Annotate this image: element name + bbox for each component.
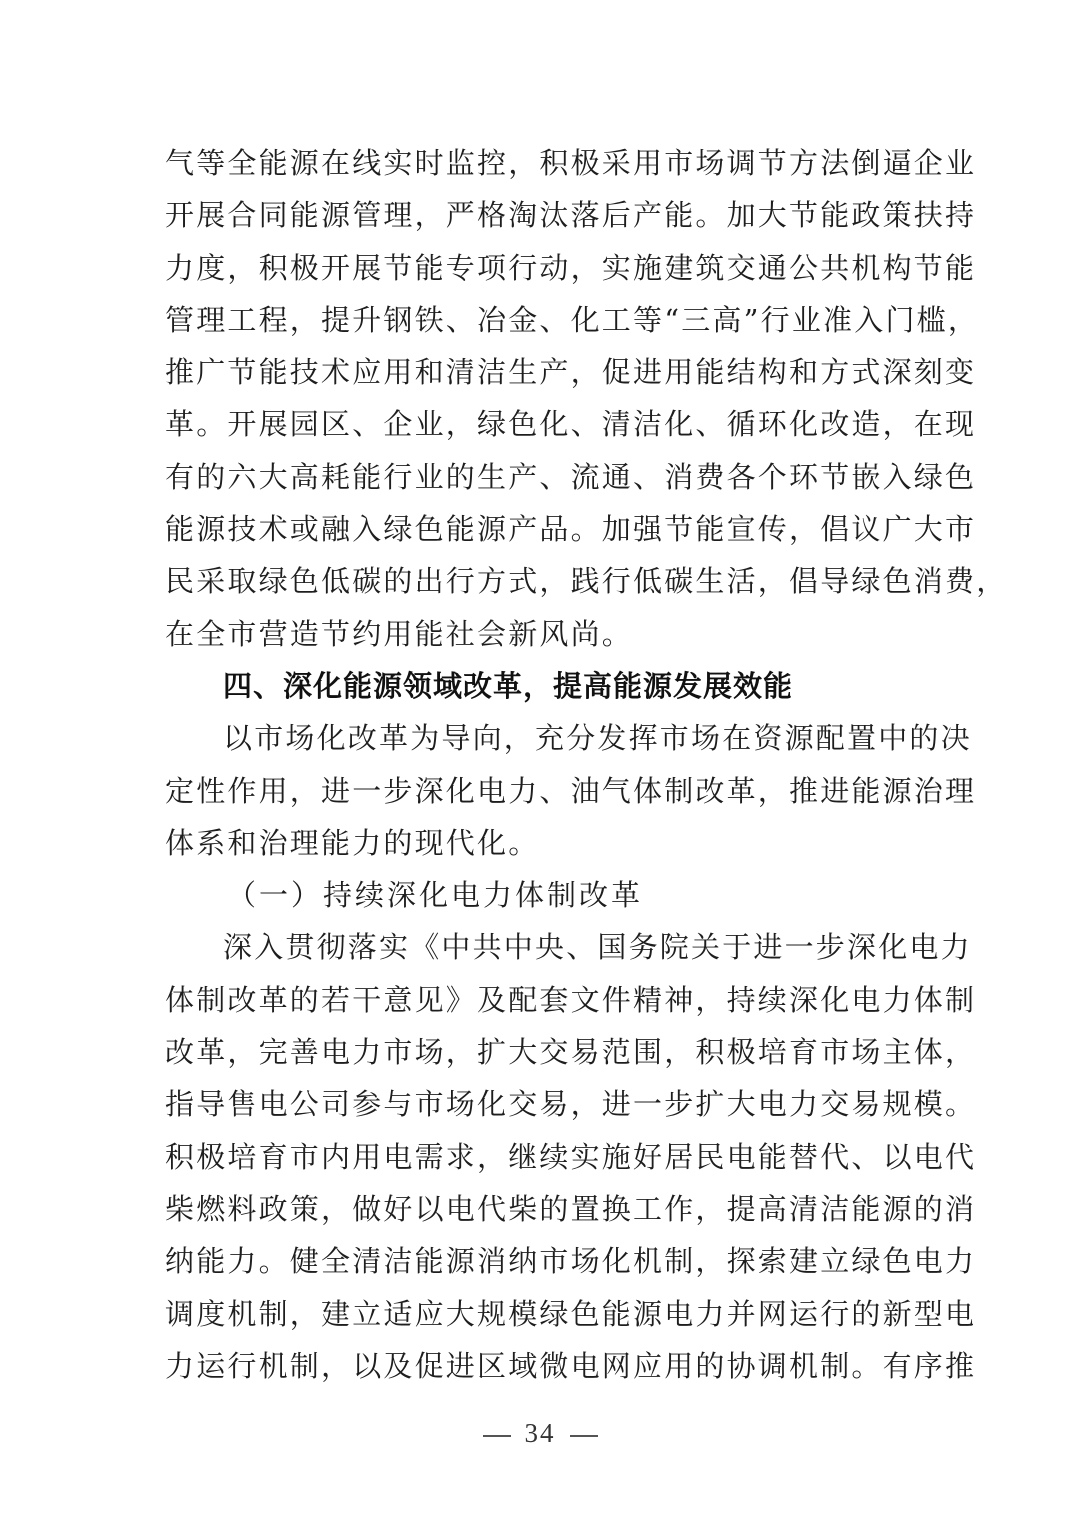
right-dash xyxy=(570,1435,598,1437)
subsection-body-line: 纳能力。健全清洁能源消纳市场化机制，探索建立绿色电力 xyxy=(165,1244,977,1279)
left-dash xyxy=(483,1435,511,1437)
paragraph-line: 气等全能源在线实时监控，积极采用市场调节方法倒逼企业 xyxy=(165,146,977,180)
paragraph-line: 开展合同能源管理，严格淘汰落后产能。加大节能政策扶持 xyxy=(165,198,977,233)
paragraph-line: 民采取绿色低碳的出行方式，践行低碳生活，倡导绿色消费， xyxy=(165,564,1008,599)
page-number: 34 xyxy=(524,1418,556,1448)
paragraph-line: 革。开展园区、企业，绿色化、清洁化、循环化改造，在现 xyxy=(165,407,977,442)
paragraph-line: 管理工程，提升钢铁、冶金、化工等“三高”行业准入门槛， xyxy=(165,302,980,337)
subsection-body-line: 指导售电公司参与市场化交易，进一步扩大电力交易规模。 xyxy=(165,1087,977,1122)
body-text xyxy=(165,137,1008,1392)
section-heading: 四、深化能源领域改革，提高能源发展效能 xyxy=(223,668,794,703)
paragraph-line: 在全市营造节约用能社会新风尚。 xyxy=(165,616,634,651)
section-intro-line: 体系和治理能力的现代化。 xyxy=(165,825,540,860)
subsection-body-line: 柴燃料政策，做好以电代柴的置换工作，提高清洁能源的消 xyxy=(165,1191,977,1226)
subsection-body-line: 积极培育市内用电需求，继续实施好居民电能替代、以电代 xyxy=(165,1139,977,1174)
subsection-body-line: 改革，完善电力市场，扩大交易范围，积极培育市场主体， xyxy=(165,1035,977,1070)
section-intro-line: 定性作用，进一步深化电力、油气体制改革，推进能源治理 xyxy=(165,773,977,808)
paragraph-line: 推广节能技术应用和清洁生产，促进用能结构和方式深刻变 xyxy=(165,355,977,390)
subsection-body-line: 体制改革的若干意见》及配套文件精神，持续深化电力体制 xyxy=(165,982,977,1017)
paragraph-line: 有的六大高耗能行业的生产、流通、消费各个环节嵌入绿色 xyxy=(165,459,977,494)
section-intro-line: 以市场化改革为导向，充分发挥市场在资源配置中的决 xyxy=(223,721,972,756)
subsection-body-line: 深入贯彻落实《中共中央、国务院关于进一步深化电力 xyxy=(223,930,972,965)
paragraph-line: 力度，积极开展节能专项行动，实施建筑交通公共机构节能 xyxy=(165,250,977,285)
subsection-body-line: 力运行机制，以及促进区域微电网应用的协调机制。有序推 xyxy=(165,1348,977,1383)
subsection-body-line: 调度机制，建立适应大规模绿色能源电力并网运行的新型电 xyxy=(165,1296,977,1331)
subsection-heading: （一）持续深化电力体制改革 xyxy=(227,878,644,913)
page-footer xyxy=(0,1418,1080,1449)
paragraph-line: 能源技术或融入绿色能源产品。加强节能宣传，倡议广大市 xyxy=(165,512,977,547)
